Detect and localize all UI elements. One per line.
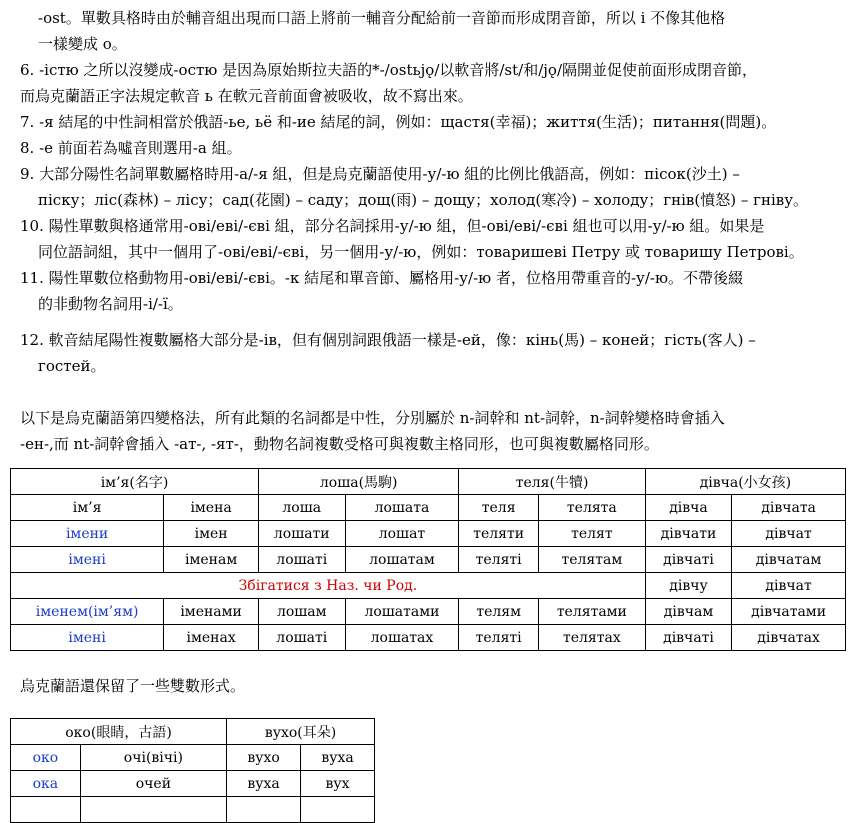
cell: іменем(ім’ям) — [11, 599, 164, 625]
cell: лошати — [259, 521, 346, 547]
table-header-row — [11, 719, 375, 745]
table-row — [11, 745, 375, 771]
table-row — [11, 521, 846, 547]
text-line: гостей。 — [38, 357, 106, 375]
merged-accusative-note: Збігатися з Наз. чи Род. — [11, 573, 646, 599]
cell: дівчу — [645, 573, 731, 599]
table-header-row — [11, 469, 846, 495]
cell: телята — [538, 495, 645, 521]
text-line: 而烏克蘭語正字法規定軟音 ь 在軟元音前面會被吸收，故不寫出來。 — [20, 87, 473, 105]
cell: лошаті — [259, 625, 346, 651]
cell: імен — [164, 521, 259, 547]
dual-forms-table — [10, 718, 375, 823]
header-oko: око(眼睛，古語) — [11, 719, 227, 745]
cell: вухо — [227, 745, 301, 771]
header-divcha: дівча(小女孩) — [645, 469, 845, 495]
table-row — [11, 547, 846, 573]
cell: імені — [11, 625, 164, 651]
cell: імені — [11, 547, 164, 573]
cell: лошата — [345, 495, 459, 521]
cell: дівчаті — [645, 625, 731, 651]
cell: дівчатах — [732, 625, 846, 651]
table-row — [11, 573, 846, 599]
cell: дівчам — [645, 599, 731, 625]
cell: вуха — [301, 745, 375, 771]
header-telya: теля(牛犢) — [459, 469, 645, 495]
cell: дівча — [645, 495, 731, 521]
header-vukho: вухо(耳朵) — [227, 719, 375, 745]
cell: дівчаті — [645, 547, 731, 573]
cell: теля — [459, 495, 539, 521]
cell: іменах — [164, 625, 259, 651]
cell: лоша — [259, 495, 346, 521]
cell: вух — [301, 771, 375, 797]
cell: іменами — [164, 599, 259, 625]
text-line: 以下是烏克蘭語第四變格法，所有此類的名詞都是中性，分別屬於 n-詞幹和 nt-詞幹，n-詞幹變格時會插入 — [20, 409, 725, 427]
text-line: 6. -істю 之所以沒變成-остю 是因為原始斯拉夫語的*-/ostьjǫ/以軟音將/st/和/jǫ/隔開並促使前面形成閉音節， — [20, 61, 758, 79]
table-row — [11, 797, 375, 823]
cell: очі(вічі) — [80, 745, 226, 771]
cell: ока — [11, 771, 81, 797]
declension-table — [10, 468, 846, 651]
text-line: 11. 陽性單數位格動物用-ові/еві/-єві。-к 結尾和單音節、屬格用-у/-ю 者，位格用帶重音的-у/-ю。不帶後綴 — [20, 269, 744, 287]
cell: лошам — [259, 599, 346, 625]
cell: дівчат — [732, 521, 846, 547]
cell: дівчатами — [732, 599, 846, 625]
cell — [227, 797, 301, 823]
cell: теляті — [459, 547, 539, 573]
cell: імена — [164, 495, 259, 521]
cell: телям — [459, 599, 539, 625]
cell: ім’я — [11, 495, 164, 521]
cell: дівчати — [645, 521, 731, 547]
cell: лошат — [345, 521, 459, 547]
cell: лошатами — [345, 599, 459, 625]
cell: дівчат — [732, 573, 846, 599]
text-line: піску；ліс(森林) – лісу；сад(花園) – саду；дощ(雨) – дощу；холод(寒冷) – холоду；гнів(憤怒) – гніву。 — [38, 191, 809, 209]
text-line: 12. 軟音結尾陽性複數屬格大部分是-ів，但有個別詞跟俄語一樣是-ей，像：кінь(馬) – коней；гість(客人) – — [20, 331, 756, 349]
table-row — [11, 495, 846, 521]
text-line: -ен-,而 nt-詞幹會插入 -ат-, -ят-，動物名詞複數受格可與複數主格同形，也可與複數屬格同形。 — [20, 435, 659, 453]
cell — [301, 797, 375, 823]
cell — [80, 797, 226, 823]
cell: дівчата — [732, 495, 846, 521]
cell: телят — [538, 521, 645, 547]
cell: телятами — [538, 599, 645, 625]
cell: око — [11, 745, 81, 771]
cell: очей — [80, 771, 226, 797]
cell: телятам — [538, 547, 645, 573]
cell: лошатам — [345, 547, 459, 573]
text-line: 一樣變成 o。 — [38, 35, 127, 53]
cell: лошаті — [259, 547, 346, 573]
text-line: 10. 陽性單數與格通常用-ові/еві/-єві 組，部分名詞採用-у/-ю 組，但-ові/еві/-єві 組也可以用-у/-ю 組。如果是 — [20, 217, 765, 235]
cell: теляти — [459, 521, 539, 547]
cell: теляті — [459, 625, 539, 651]
cell: телятах — [538, 625, 645, 651]
cell: іменам — [164, 547, 259, 573]
text-line: 9. 大部分陽性名詞單數屬格時用-а/-я 組，但是烏克蘭語使用-у/-ю 組的比例比俄語高，例如：пісок(沙土) – — [20, 165, 740, 183]
table-row — [11, 625, 846, 651]
cell — [11, 797, 81, 823]
table-row — [11, 599, 846, 625]
text-line: -ost。單數具格時由於輔音組出現而口語上將前一輔音分配給前一音節而形成閉音節，所以 i 不像其他格 — [38, 9, 726, 27]
table-row — [11, 771, 375, 797]
text-line: 8. -е 前面若為噓音則選用-а 組。 — [20, 139, 242, 157]
text-line: 的非動物名詞用-і/-ї。 — [38, 295, 183, 313]
cell: імени — [11, 521, 164, 547]
text-line: 同位語詞組，其中一個用了-ові/еві/-єві，另一個用-у/-ю，例如：товаришеві Петру 或 товаришу Петрові。 — [38, 243, 804, 261]
cell: вуха — [227, 771, 301, 797]
header-ima: ім’я(名字) — [11, 469, 259, 495]
text-line: 烏克蘭語還保留了一些雙數形式。 — [20, 677, 246, 695]
header-losha: лоша(馬駒) — [259, 469, 459, 495]
text-line: 7. -я 結尾的中性詞相當於俄語-ье, ьё 和-ие 結尾的詞，例如：щастя(幸福)；життя(生活)；питання(問題)。 — [20, 113, 777, 131]
cell: дівчатам — [732, 547, 846, 573]
cell: лошатах — [345, 625, 459, 651]
